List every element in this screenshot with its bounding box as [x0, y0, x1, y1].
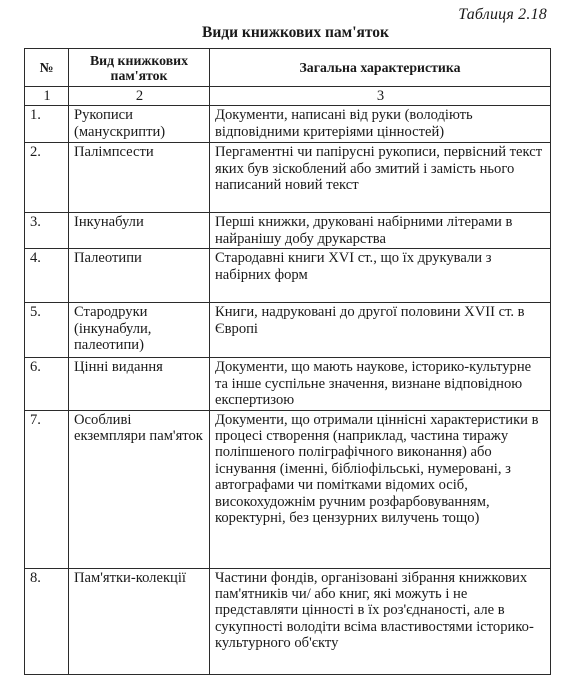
row-number: 2. — [25, 143, 69, 213]
table-row — [25, 143, 551, 213]
table-row — [25, 410, 551, 568]
column-number: 1 — [25, 87, 69, 106]
row-number: 7. — [25, 410, 69, 568]
row-type: Палеотипи — [69, 249, 210, 303]
row-type: Палімпсести — [69, 143, 210, 213]
table-label: Таблиця 2.18 — [458, 6, 547, 23]
row-description: Перші книжки, друковані набірними літерами в найранішу добу друкарства — [210, 213, 551, 249]
row-description: Документи, що мають наукове, історико-культурне та інше суспільне значення, визнане відповідною експертизою — [210, 358, 551, 410]
row-type: Цінні видання — [69, 358, 210, 410]
row-number: 5. — [25, 303, 69, 358]
row-type: Особливі екземпляри пам'яток — [69, 410, 210, 568]
row-description: Стародавні книги XVI ст., що їх друкували з набірних форм — [210, 249, 551, 303]
page-title: Види книжкових пам'яток — [202, 24, 389, 41]
header-row — [25, 49, 551, 87]
book-monuments-table — [24, 48, 551, 675]
row-number: 8. — [25, 568, 69, 674]
column-number: 3 — [210, 87, 551, 106]
table-row — [25, 106, 551, 143]
row-description: Пергаментні чи папірусні рукописи, первісний текст яких був зіскоблений або змитий і замість нього написаний новий текст — [210, 143, 551, 213]
column-number: 2 — [69, 87, 210, 106]
header-type: Вид книжкових пам'яток — [69, 49, 210, 87]
row-type: Інкунабули — [69, 213, 210, 249]
table-row — [25, 358, 551, 410]
header-description: Загальна характеристика — [210, 49, 551, 87]
row-description: Документи, що отримали ціннісні характеристики в процесі створення (наприклад, частина тиражу поліпшеного поліграфічного виконання) або існування (іменні, бібліофільські, нумеровані, з автографами чи помітками відомих осіб, високохудожнім ручним розфарбовуванням, коректурні, без цензурних вилучень тощо) — [210, 410, 551, 568]
row-number: 1. — [25, 106, 69, 143]
table-row — [25, 249, 551, 303]
header-number: № — [25, 49, 69, 87]
row-description: Документи, написані від руки (володіють відповідними критеріями цінностей) — [210, 106, 551, 143]
row-number: 6. — [25, 358, 69, 410]
table-row — [25, 213, 551, 249]
column-number-row — [25, 87, 551, 106]
row-description: Частини фондів, організовані зібрання книжкових пам'ятників чи/ або книг, які можуть і не представляти цінності в їх роз'єднаності, але в сукупності володіти всіма властивостями історико-культурного об'єкту — [210, 568, 551, 674]
row-number: 3. — [25, 213, 69, 249]
row-type: Стародруки (інкунабули, палеотипи) — [69, 303, 210, 358]
row-type: Пам'ятки-колекції — [69, 568, 210, 674]
row-type: Рукописи (манускрипти) — [69, 106, 210, 143]
row-number: 4. — [25, 249, 69, 303]
table-row — [25, 568, 551, 674]
table-row — [25, 303, 551, 358]
row-description: Книги, надруковані до другої половини XVII ст. в Європі — [210, 303, 551, 358]
